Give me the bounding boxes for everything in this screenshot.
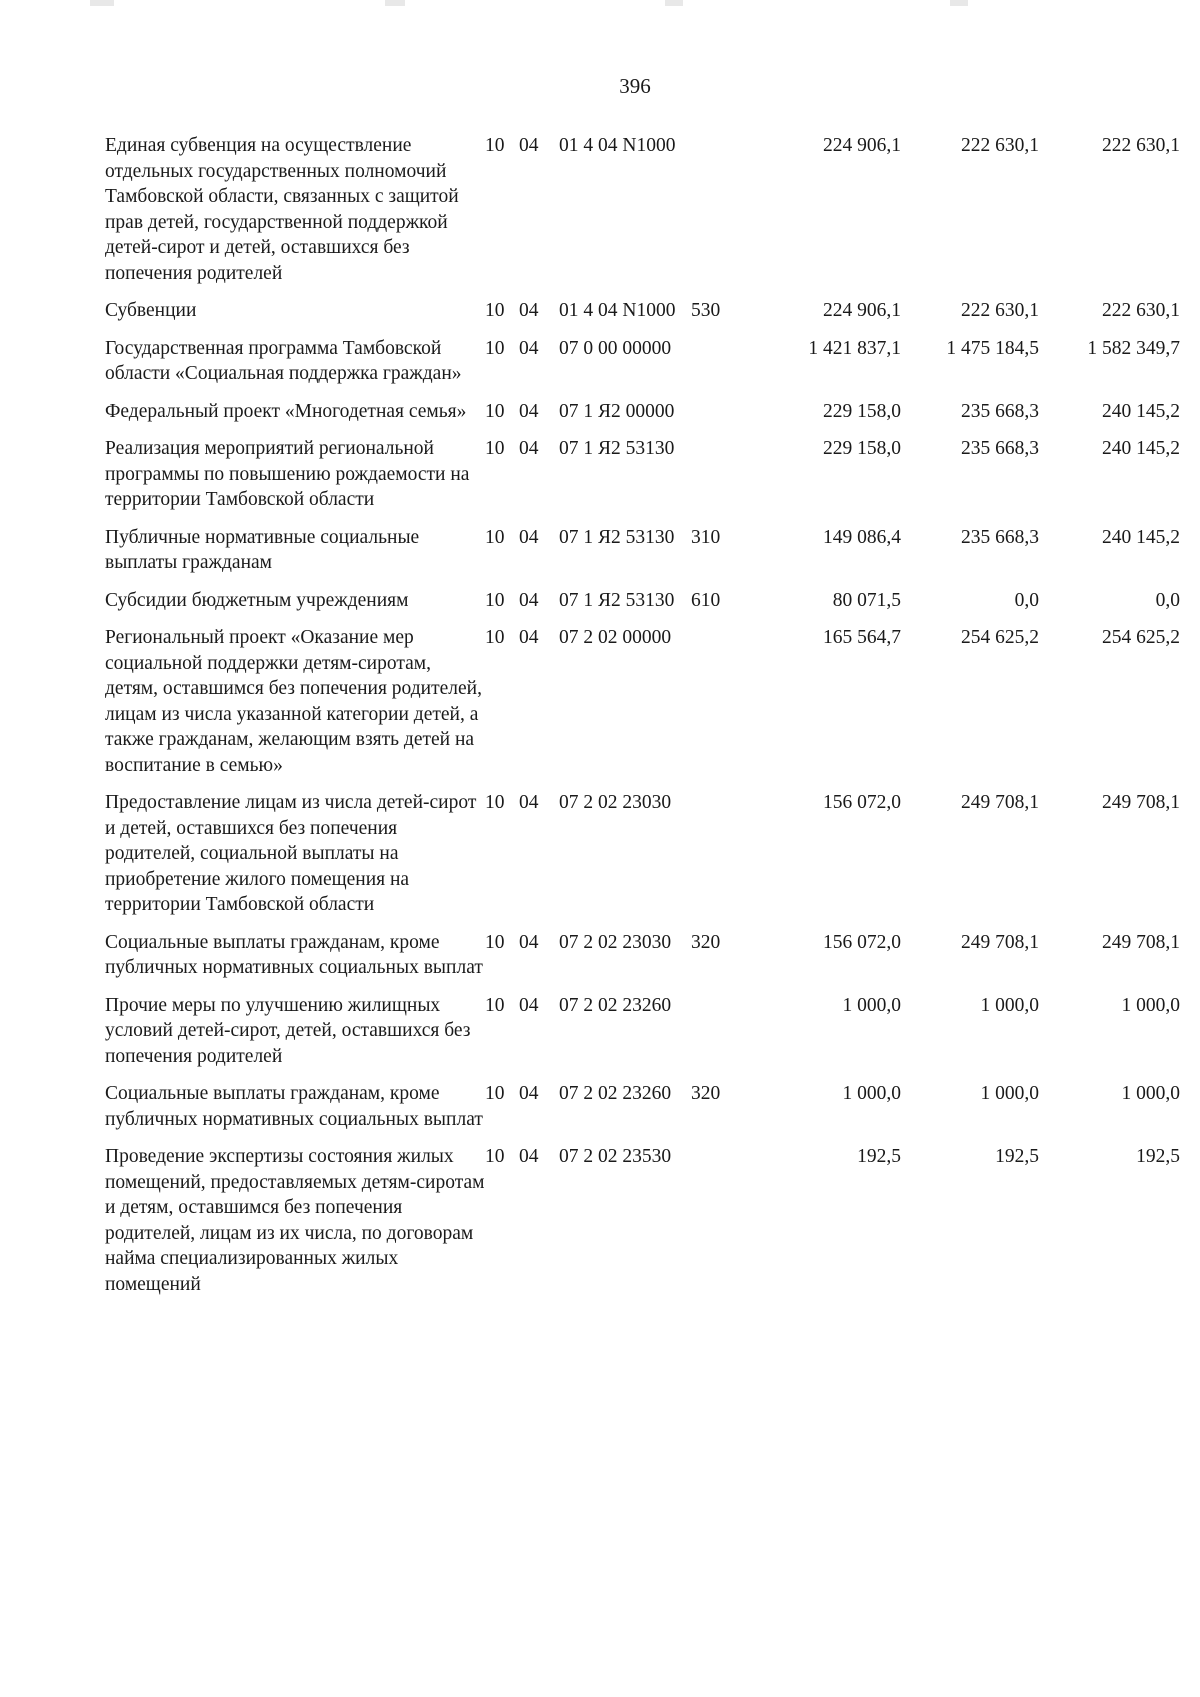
target-article-code: 07 1 Я2 53130 [559, 526, 675, 548]
row-name: Субвенции [105, 300, 197, 321]
table-row [105, 625, 1180, 790]
budget-table [105, 133, 1180, 1309]
table-row [105, 436, 1180, 525]
subsection-code: 04 [519, 400, 539, 422]
section-code: 10 [485, 1146, 505, 1167]
target-article-code: 07 1 Я2 53130 [559, 438, 675, 459]
table-row [105, 133, 1180, 298]
expense-type-code [691, 625, 761, 790]
amount-year-3: 222 630,1 [1102, 135, 1180, 156]
amount-year-3: 240 145,2 [1102, 400, 1180, 422]
section-code: 10 [485, 589, 505, 611]
amount-year-1: 1 421 837,1 [808, 337, 901, 359]
expense-type-code: 310 [691, 526, 721, 548]
amount-year-2: 222 630,1 [961, 300, 1039, 321]
amount-year-3: 240 145,2 [1102, 438, 1180, 459]
amount-year-2: 1 000,0 [980, 994, 1039, 1016]
target-article-code: 07 0 00 00000 [559, 337, 672, 359]
table-row [105, 336, 1180, 399]
target-article-code: 07 2 02 23030 [559, 931, 672, 953]
subsection-code: 04 [519, 994, 539, 1016]
target-article-code: 07 1 Я2 53130 [559, 589, 675, 611]
amount-year-2: 235 668,3 [961, 400, 1039, 422]
amount-year-3: 249 708,1 [1102, 792, 1180, 813]
amount-year-1: 156 072,0 [823, 792, 901, 813]
amount-year-2: 249 708,1 [961, 792, 1039, 813]
amount-year-3: 240 145,2 [1102, 526, 1180, 548]
table-row [105, 399, 1180, 437]
amount-year-1: 229 158,0 [823, 400, 901, 422]
amount-year-2: 222 630,1 [961, 135, 1039, 156]
table-row [105, 588, 1180, 626]
table-row [105, 1081, 1180, 1144]
row-name: Социальные выплаты гражданам, кроме публичных нормативных социальных выплат [105, 1083, 483, 1130]
amount-year-2: 235 668,3 [961, 526, 1039, 548]
expense-type-code: 610 [691, 589, 721, 611]
section-code: 10 [485, 931, 505, 953]
amount-year-1: 149 086,4 [823, 526, 901, 548]
amount-year-3: 1 000,0 [1121, 1083, 1180, 1104]
scan-artifact [950, 0, 968, 6]
row-name: Публичные нормативные социальные выплаты гражданам [105, 526, 420, 573]
table-row [105, 525, 1180, 588]
amount-year-2: 1 000,0 [980, 1083, 1039, 1104]
row-name: Субсидии бюджетным учреждениям [105, 589, 409, 611]
section-code: 10 [485, 627, 505, 648]
subsection-code: 04 [519, 438, 539, 459]
subsection-code: 04 [519, 526, 539, 548]
section-code: 10 [485, 337, 505, 359]
target-article-code: 01 4 04 N1000 [559, 300, 676, 321]
expense-type-code [691, 399, 761, 437]
subsection-code: 04 [519, 1083, 539, 1104]
table-row [105, 930, 1180, 993]
row-name: Реализация мероприятий региональной программы по повышению рождаемости на территории Тамбовской области [105, 438, 470, 510]
scan-artifact [385, 0, 405, 6]
section-code: 10 [485, 135, 505, 156]
row-name: Прочие меры по улучшению жилищных условий детей-сирот, детей, оставшихся без попечения родителей [105, 994, 471, 1067]
section-code: 10 [485, 994, 505, 1016]
amount-year-3: 222 630,1 [1102, 300, 1180, 321]
row-name: Социальные выплаты гражданам, кроме публичных нормативных социальных выплат [105, 931, 483, 978]
amount-year-2: 249 708,1 [961, 931, 1039, 953]
amount-year-1: 80 071,5 [832, 589, 901, 611]
amount-year-3: 1 000,0 [1121, 994, 1180, 1016]
page-number: 396 [619, 74, 651, 98]
subsection-code: 04 [519, 135, 539, 156]
amount-year-1: 1 000,0 [842, 994, 901, 1016]
section-code: 10 [485, 438, 505, 459]
subsection-code: 04 [519, 931, 539, 953]
amount-year-3: 1 582 349,7 [1087, 337, 1180, 359]
row-name: Предоставление лицам из числа детей-сирот и детей, оставшихся без попечения родителей, социальной выплаты на приобретение жилого помещения на территории Тамбовской области [105, 792, 477, 915]
amount-year-3: 0,0 [1155, 589, 1180, 611]
row-name: Федеральный проект «Многодетная семья» [105, 400, 467, 422]
amount-year-2: 235 668,3 [961, 438, 1039, 459]
expense-type-code: 530 [691, 300, 721, 321]
subsection-code: 04 [519, 337, 539, 359]
expense-type-code [691, 1144, 761, 1309]
target-article-code: 01 4 04 N1000 [559, 135, 676, 156]
expense-type-code: 320 [691, 1083, 721, 1104]
subsection-code: 04 [519, 627, 539, 648]
subsection-code: 04 [519, 1146, 539, 1167]
section-code: 10 [485, 1083, 505, 1104]
expense-type-code: 320 [691, 931, 721, 953]
expense-type-code [691, 790, 761, 930]
scan-artifact [665, 0, 683, 6]
amount-year-1: 224 906,1 [823, 300, 901, 321]
table-row [105, 993, 1180, 1082]
amount-year-1: 192,5 [857, 1146, 901, 1167]
table-row [105, 298, 1180, 336]
amount-year-2: 254 625,2 [961, 627, 1039, 648]
amount-year-1: 1 000,0 [842, 1083, 901, 1104]
amount-year-1: 229 158,0 [823, 438, 901, 459]
amount-year-1: 165 564,7 [823, 627, 901, 648]
subsection-code: 04 [519, 589, 539, 611]
expense-type-code [691, 436, 761, 525]
target-article-code: 07 2 02 23260 [559, 994, 672, 1016]
section-code: 10 [485, 300, 505, 321]
target-article-code: 07 2 02 23030 [559, 792, 672, 813]
table-row [105, 1144, 1180, 1309]
subsection-code: 04 [519, 300, 539, 321]
amount-year-3: 254 625,2 [1102, 627, 1180, 648]
expense-type-code [691, 993, 761, 1082]
subsection-code: 04 [519, 792, 539, 813]
target-article-code: 07 1 Я2 00000 [559, 400, 675, 422]
amount-year-2: 192,5 [995, 1146, 1039, 1167]
scan-artifact [90, 0, 114, 6]
budget-table-body [105, 133, 1180, 1309]
target-article-code: 07 2 02 23260 [559, 1083, 672, 1104]
amount-year-2: 1 475 184,5 [946, 337, 1039, 359]
row-name: Региональный проект «Оказание мер социальной поддержки детям-сиротам, детям, оставшимся без попечения родителей, лицам из числа указанной категории детей, а также гражданам, желающим взять детей на воспитание в семью» [105, 627, 482, 776]
section-code: 10 [485, 400, 505, 422]
section-code: 10 [485, 526, 505, 548]
row-name: Единая субвенция на осуществление отдельных государственных полномочий Тамбовской области, связанных с защитой прав детей, государственной поддержкой детей-сирот и детей, оставшихся без попечения родителей [105, 135, 459, 284]
row-name: Государственная программа Тамбовской области «Социальная поддержка граждан» [105, 337, 462, 384]
target-article-code: 07 2 02 00000 [559, 627, 672, 648]
target-article-code: 07 2 02 23530 [559, 1146, 672, 1167]
expense-type-code [691, 133, 761, 298]
amount-year-1: 224 906,1 [823, 135, 901, 156]
table-row [105, 790, 1180, 930]
amount-year-2: 0,0 [1014, 589, 1039, 611]
amount-year-3: 249 708,1 [1102, 931, 1180, 953]
amount-year-3: 192,5 [1136, 1146, 1180, 1167]
row-name: Проведение экспертизы состояния жилых помещений, предоставляемых детям-сиротам и детям, оставшимся без попечения родителей, лицам из их числа, по договорам найма специализированных жилых помещений [105, 1146, 485, 1295]
expense-type-code [691, 336, 761, 399]
section-code: 10 [485, 792, 505, 813]
amount-year-1: 156 072,0 [823, 931, 901, 953]
